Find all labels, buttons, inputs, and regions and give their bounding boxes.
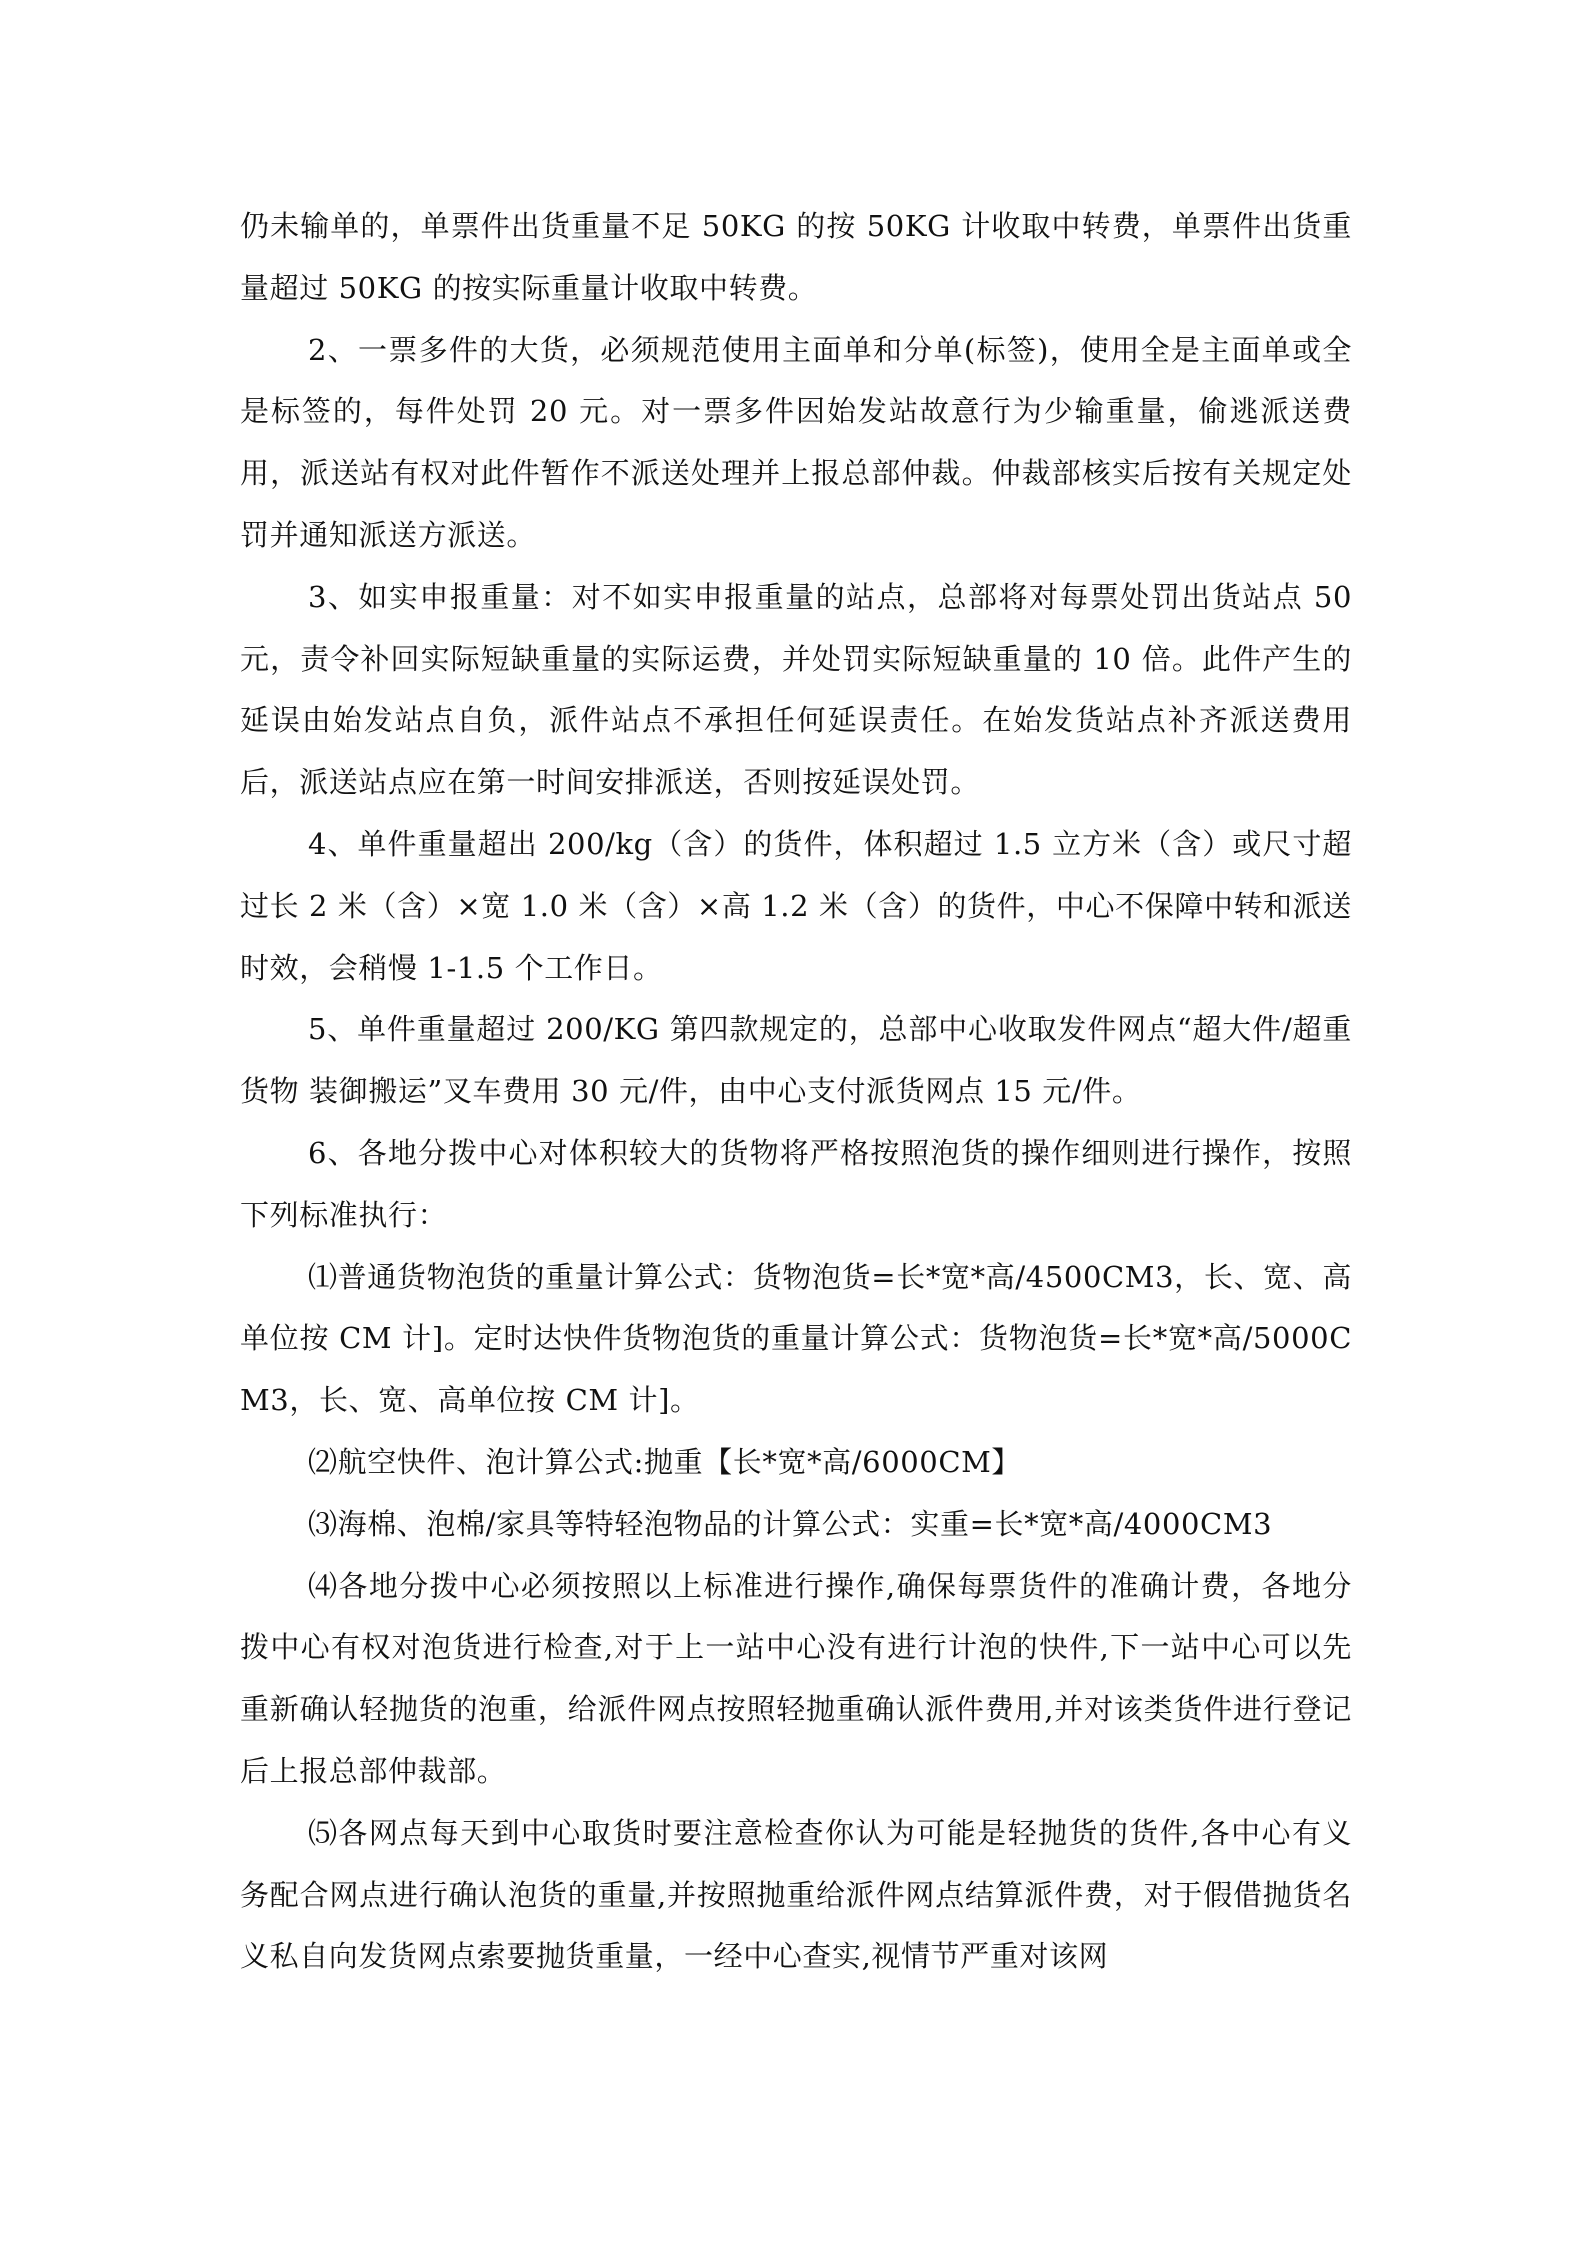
paragraph-item-4: 4、单件重量超出 200/kg（含）的货件，体积超过 1.5 立方米（含）或尺寸超过长 2 米（含）×宽 1.0 米（含）×高 1.2 米（含）的货件，中心不保障中转和派送时效，会稍慢 1-1.5 个工作日。	[240, 826, 1352, 985]
paragraph-sub-2: ⑵航空快件、泡计算公式:抛重【长*宽*高/6000CM】	[308, 1444, 1022, 1479]
paragraph-item-5: 5、单件重量超过 200/KG 第四款规定的，总部中心收取发件网点“超大件/超重货物 装御搬运”叉车费用 30 元/件，由中心支付派货网点 15 元/件。	[240, 1012, 1352, 1109]
paragraph-sub-5: ⑸各网点每天到中心取货时要注意检查你认为可能是轻抛货的货件,各中心有义务配合网点进行确认泡货的重量,并按照抛重给派件网点结算派件费，对于假借抛货名义私自向发货网点索要抛货重量，一经中心查实,视情节严重对该网	[240, 1815, 1352, 1974]
paragraph-sub-1: ⑴普通货物泡货的重量计算公式：货物泡货=长*宽*高/4500CM3，长、宽、高单位按 CM 计]。定时达快件货物泡货的重量计算公式：货物泡货=长*宽*高/5000CM3，长、宽、高单位按 CM 计]。	[240, 1259, 1352, 1418]
paragraph-sub-3: ⑶海棉、泡棉/家具等特轻泡物品的计算公式：实重=长*宽*高/4000CM3	[308, 1506, 1273, 1541]
paragraph-continuation: 仍未输单的，单票件出货重量不足 50KG 的按 50KG 计收取中转费，单票件出货重量超过 50KG 的按实际重量计收取中转费。	[240, 209, 1352, 305]
paragraph-sub-4: ⑷各地分拨中心必须按照以上标准进行操作,确保每票货件的准确计费，各地分拨中心有权对泡货进行检查,对于上一站中心没有进行计泡的快件,下一站中心可以先重新确认轻抛货的泡重，给派件网点按照轻抛重确认派件费用,并对该类货件进行登记后上报总部仲裁部。	[240, 1568, 1352, 1788]
paragraph-item-3: 3、如实申报重量：对不如实申报重量的站点，总部将对每票处罚出货站点 50 元，责令补回实际短缺重量的实际运费，并处罚实际短缺重量的 10 倍。此件产生的延误由始发站点自负，派件站点不承担任何延误责任。在始发货站点补齐派送费用后，派送站点应在第一时间安排派送，否则按延误处罚。	[240, 579, 1352, 800]
paragraph-item-6: 6、各地分拨中心对体积较大的货物将严格按照泡货的操作细则进行操作，按照下列标准执行：	[240, 1135, 1352, 1232]
document-body	[240, 196, 1352, 1988]
paragraph-item-2: 2、一票多件的大货，必须规范使用主面单和分单(标签)，使用全是主面单或全是标签的，每件处罚 20 元。对一票多件因始发站故意行为少输重量，偷逃派送费用，派送站有权对此件暂作不派送处理并上报总部仲裁。仲裁部核实后按有关规定处罚并通知派送方派送。	[240, 332, 1352, 552]
